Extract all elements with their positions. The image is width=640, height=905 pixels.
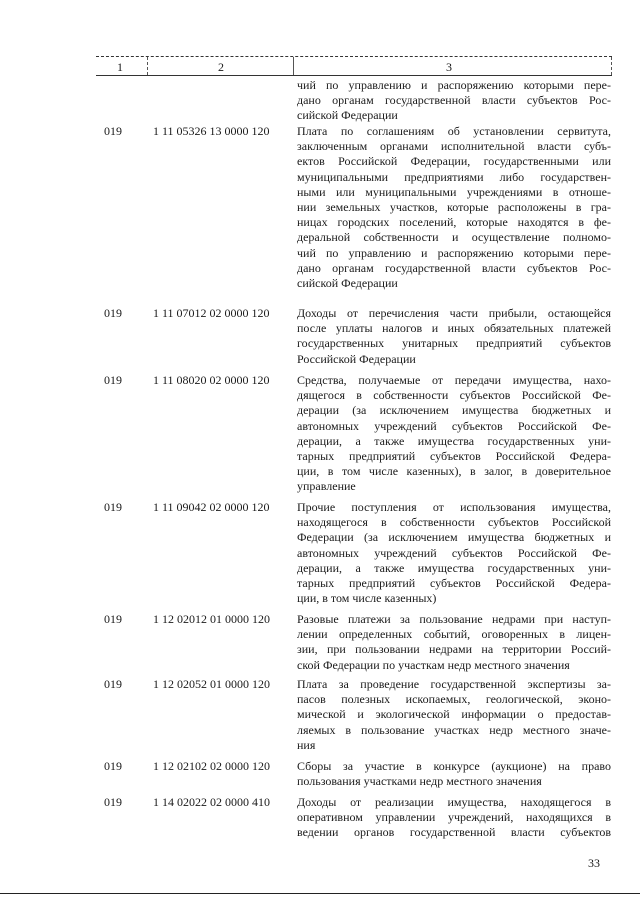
text-line: автономных учреждений субъектов Российской Фе- [297, 545, 611, 560]
text-line: дерации, а также имущества государственных уни- [297, 433, 611, 448]
text-line: ектов Российской Федерации, государственными или [297, 154, 611, 169]
text-line: ляемых в пользование участках недр местного значе- [297, 722, 611, 737]
admin-code: 019 [104, 759, 122, 773]
revenue-description [297, 306, 611, 367]
text-line: Доходы от реализации имущества, находящегося в [297, 795, 611, 809]
text-line: Российской Федерации [297, 351, 416, 366]
text-line: дящегося в собственности субъектов Российской Фе- [297, 388, 611, 403]
admin-code: 019 [104, 795, 122, 809]
text-line: ской Федерации по участкам недр местного значения [297, 657, 570, 672]
revenue-description [297, 795, 611, 841]
text-line: дерации (за исключением имущества бюджетных и [297, 403, 611, 418]
text-line: ницах городских поселений, которые находятся в фе- [297, 215, 611, 230]
revenue-code: 1 12 02052 01 0000 120 [153, 677, 270, 691]
admin-code: 019 [104, 373, 122, 387]
revenue-description [297, 500, 611, 606]
text-line: нии земельных участков, которые расположены в гра- [297, 199, 611, 214]
header-top-rule [96, 56, 612, 57]
revenue-code: 1 12 02102 02 0000 120 [153, 759, 270, 773]
text-line: Средства, получаемые от передачи имущества, нахо- [297, 373, 611, 387]
revenue-description [297, 373, 611, 495]
admin-code: 019 [104, 612, 122, 626]
continuation-text [297, 78, 611, 124]
text-line: чий по управлению и распоряжению которыми пере- [297, 245, 611, 260]
text-line: после уплаты налогов и иных обязательных платежей [297, 321, 611, 336]
header-col-1: 1 [117, 60, 123, 74]
revenue-description [297, 124, 611, 291]
text-line: мической и экологической информации о предостав- [297, 707, 611, 722]
text-line: Плата за проведение государственной экспертизы за- [297, 677, 611, 691]
text-line: Разовые платежи за пользование недрами при наступ- [297, 612, 611, 626]
text-line: пользования участками недр местного значения [297, 774, 542, 789]
revenue-code: 1 11 05326 13 0000 120 [153, 124, 270, 138]
revenue-code: 1 11 07012 02 0000 120 [153, 306, 270, 320]
text-line: тарных предприятий субъектов Российской Федера- [297, 575, 611, 590]
text-line: сийской Федерации [297, 108, 398, 123]
text-line: дано органам государственной власти субъектов Рос- [297, 93, 611, 108]
bottom-edge-line [0, 893, 640, 894]
text-line: Прочие поступления от использования имущества, [297, 500, 611, 514]
header-divider-1 [147, 57, 148, 75]
text-line: ции, в том числе казенных) [297, 591, 437, 606]
admin-code: 019 [104, 124, 122, 138]
text-line: сийской Федерации [297, 275, 398, 290]
text-line: чий по управлению и распоряжению которыми пере- [297, 78, 611, 92]
header-bottom-rule [96, 75, 612, 76]
text-line: оперативном управлении учреждений, находящихся в [297, 810, 611, 825]
text-line: ции, в том числе казенных), в залог, в доверительное [297, 464, 611, 479]
header-col-3: 3 [446, 60, 452, 74]
text-line: тарных предприятий субъектов Российской Федера- [297, 448, 611, 463]
header-divider-3 [611, 57, 612, 75]
text-line: ния [297, 737, 316, 752]
text-line: ведении органов государственной власти субъектов [297, 825, 611, 840]
revenue-description [297, 612, 611, 673]
text-line: дано органам государственной власти субъектов Рос- [297, 260, 611, 275]
text-line: Плата по соглашениям об установлении сервитута, [297, 124, 611, 138]
revenue-code: 1 11 08020 02 0000 120 [153, 373, 270, 387]
text-line: деральной собственности и осуществление полномо- [297, 230, 611, 245]
revenue-code: 1 12 02012 01 0000 120 [153, 612, 270, 626]
revenue-code: 1 14 02022 02 0000 410 [153, 795, 270, 809]
header-col-2: 2 [218, 60, 224, 74]
text-line: Доходы от перечисления части прибыли, остающейся [297, 306, 611, 320]
text-line: заключенным органами исполнительной власти субъ- [297, 139, 611, 154]
text-line: дерации, а также имущества государственных уни- [297, 560, 611, 575]
text-line: зии, при пользовании недрами на территории Россий- [297, 642, 611, 657]
text-line: Сборы за участие в конкурсе (аукционе) на право [297, 759, 611, 773]
revenue-code: 1 11 09042 02 0000 120 [153, 500, 270, 514]
text-line: ными или муниципальными учреждениями в отноше- [297, 184, 611, 199]
revenue-description [297, 759, 611, 789]
header-divider-2 [293, 57, 294, 75]
text-line: управление [297, 479, 356, 494]
revenue-description [297, 677, 611, 753]
text-line: находящегося в собственности субъектов Российской [297, 515, 611, 530]
text-line: муниципальными предприятиями либо государствен- [297, 169, 611, 184]
page-number: 33 [588, 856, 600, 870]
admin-code: 019 [104, 500, 122, 514]
admin-code: 019 [104, 306, 122, 320]
admin-code: 019 [104, 677, 122, 691]
text-line: пасов полезных ископаемых, геологической, эконо- [297, 692, 611, 707]
text-line: государственных унитарных предприятий субъектов [297, 336, 611, 351]
text-line: автономных учреждений субъектов Российской Фе- [297, 418, 611, 433]
text-line: Федерации (за исключением имущества бюджетных и [297, 530, 611, 545]
text-line: лении определенных событий, оговоренных в лицен- [297, 627, 611, 642]
